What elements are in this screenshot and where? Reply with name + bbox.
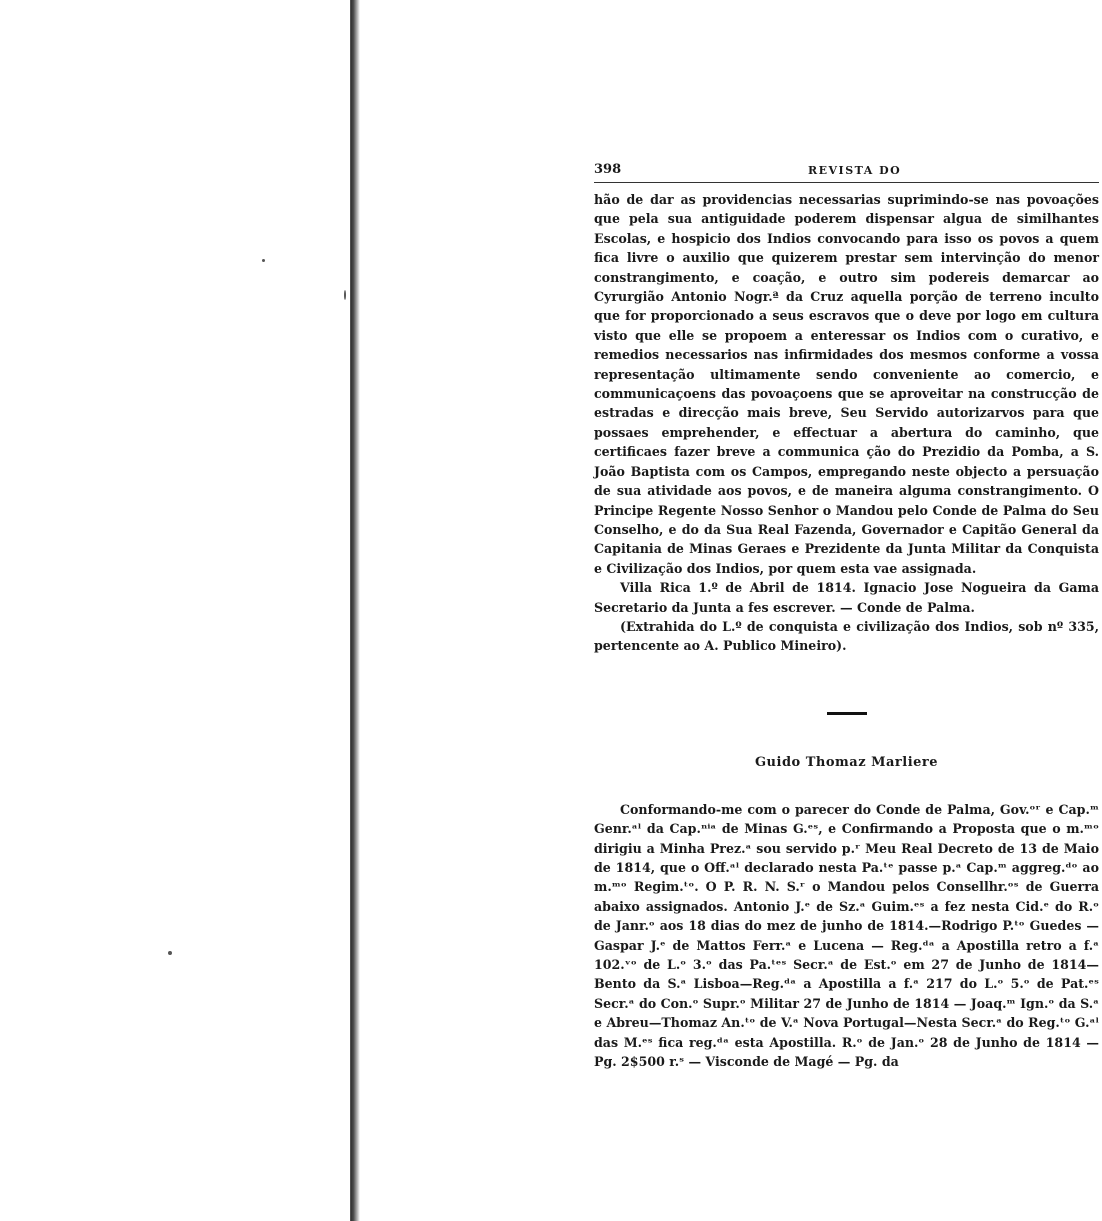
page-number: 398 (594, 162, 622, 177)
source-paragraph: (Extrahida do L.º de conquista e civilização dos Indios, sob nº 335, pertencente ao A. Publico Mineiro). (594, 618, 1099, 654)
section-paragraph: Conformando-me com o parecer do Conde de Palma, Gov.ᵒʳ e Cap.ᵐ Genr.ᵃˡ da Cap.ⁿⁱᵃ de Minas G.ᵉˢ, e Confirmando a Proposta que o m.ᵐᵒ dirigiu a Minha Prez.ᵃ sou servido p.ʳ Meu Real Decreto de 13 de Maio de 1814, que o Off.ᵃˡ declarado nesta Pa.ᵗᵉ passe p.ᵃ Cap.ᵐ aggreg.ᵈᵒ ao m.ᵐᵒ Regim.ᵗᵒ. O P. R. N. S.ʳ o Mandou pelos Consellhr.ᵒˢ de Guerra abaixo assignados. Antonio J.ᵉ de Sz.ᵃ Guim.ᵉˢ a fez nesta Cid.ᵉ do R.ᵒ de Janr.ᵒ aos 18 dias do mez de junho de 1814.—Rodrigo P.ᵗᵒ Guedes — Gaspar J.ᵉ de Mattos Ferr.ᵃ e Lucena — Reg.ᵈᵃ a Apostilla retro a f.ᵃ 102.ᵛᵒ de L.ᵒ 3.ᵒ das Pa.ᵗᵉˢ Secr.ᵃ de Est.ᵒ em 27 de Junho de 1814—Bento da S.ᵃ Lisboa—Reg.ᵈᵃ a Apostilla a f.ᵃ 217 do L.ᵒ 5.ᵒ de Pat.ᵉˢ Secr.ᵃ do Con.ᵒ Supr.ᵒ Militar 27 de Junho de 1814 — Joaq.ᵐ Ign.ᵒ da S.ᵃ e Abreu—Thomaz An.ᵗᵒ de V.ᵃ Nova Portugal—Nesta Secr.ᵃ do Reg.ᵗᵒ G.ᵃˡ das M.ᵉˢ fica reg.ᵈᵃ esta Apostilla. R.ᵒ de Jan.ᵒ 28 de Junho de 1814 — Pg. 2$500 r.ˢ — Visconde de Magé — Pg. da (594, 801, 1099, 1070)
running-head (594, 160, 1099, 182)
journal-title: REVISTA DO (808, 164, 902, 177)
book-gutter-shadow (338, 0, 360, 1221)
section-separator (827, 712, 867, 715)
scan-speck (344, 290, 346, 300)
scan-speck (262, 259, 265, 262)
main-paragraph: hão de dar as providencias necessarias suprimindo-se nas povoações que pela sua antiguidade poderem dispensar algua de similhantes Escolas, e hospicio dos Indios convocando para isso os povos a quem fica livre o auxilio que quizerem prestar sem intervinção do menor constrangimento, e coação, e outro sim podereis demarcar ao Cyrurgião Antonio Nogr.ª da Cruz aquella porção de terreno inculto que for proporcionado a seus escravos que o deve por logo em cultura visto que elle se propoem a enteressar os Indios com o curativo, e remedios necessarios nas infirmidades dos mesmos conforme a vossa representação ultimamente sendo conveniente ao comercio, e communicaçoens das povoaçoens que se aproveitar na construcção de estradas e direcção mais breve, Seu Servido autorizarvos para que possaes emprehender, e effectuar a abertura do caminho, que certificaes fazer breve a communica ção do Prezidio da Pomba, a S. João Baptista com os Campos, empregando neste objecto a persuação de sua atividade aos povos, e de maneira alguma constrangimento. O Principe Regente Nosso Senhor o Mandou pelo Conde de Palma do Seu Conselho, e do da Sua Real Fazenda, Governador e Capitão General da Capitania de Minas Geraes e Prezidente da Junta Militar da Conquista e Civilização dos Indios, por quem esta vae assignada. (594, 192, 1099, 576)
book-page (594, 160, 1099, 1071)
date-paragraph: Villa Rica 1.º de Abril de 1814. Ignacio Jose Nogueira da Gama Secretario da Junta a fes escrever. — Conde de Palma. (594, 580, 1099, 615)
header-rule (594, 182, 1099, 183)
scan-speck (168, 951, 172, 955)
section-title: Guido Thomaz Marliere (754, 754, 939, 770)
